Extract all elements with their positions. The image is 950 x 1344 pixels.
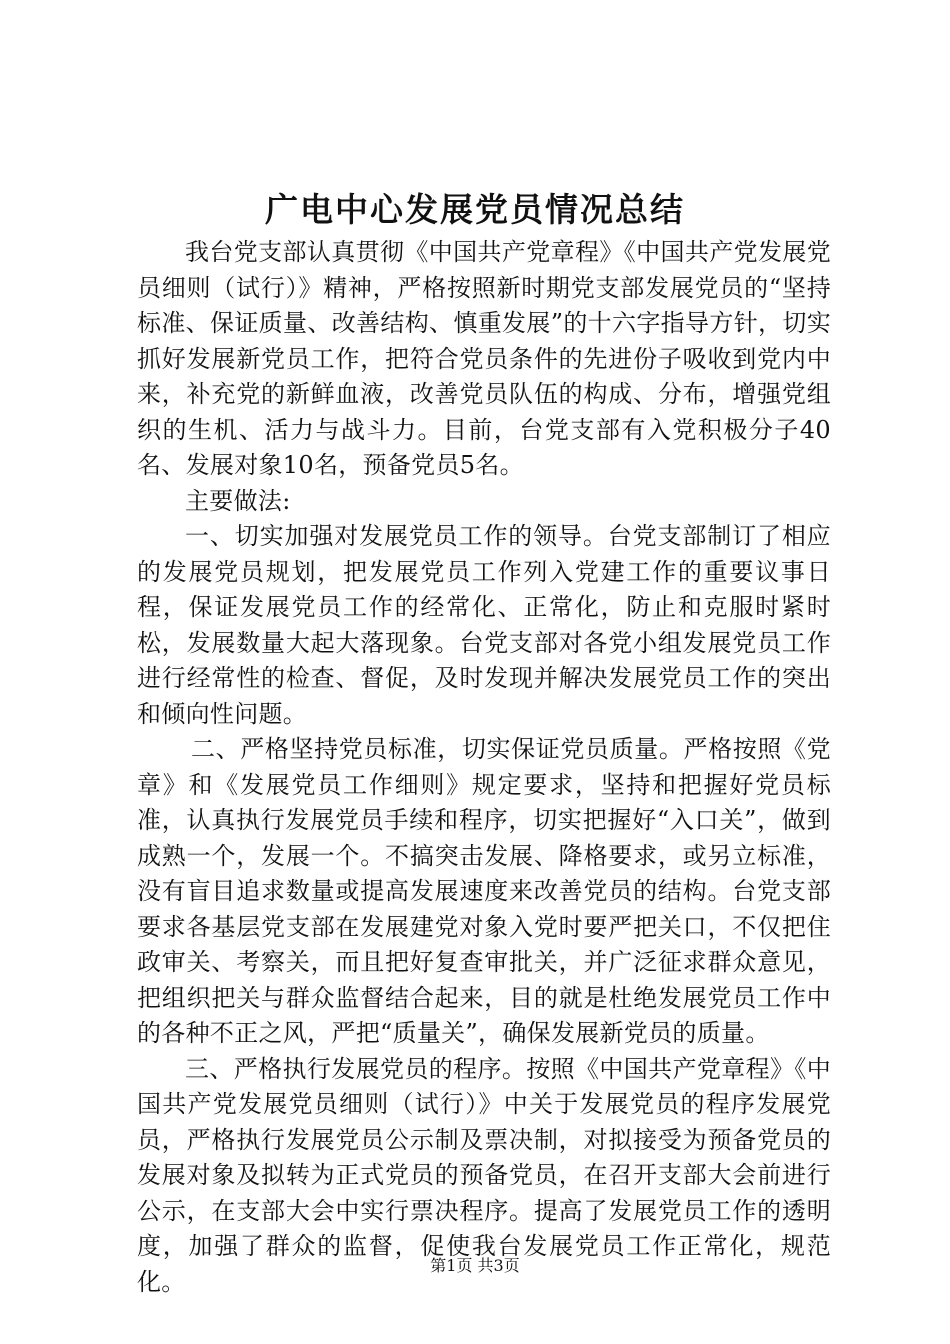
document-body [137, 235, 831, 1300]
methods-heading: 主要做法: [185, 486, 291, 515]
intro-paragraph: 我台党支部认真贯彻《中国共产党章程》《中国共产党发展党员细则（试行）》精神，严格按照新时期党支部发展党员的“坚持标准、保证质量、改善结构、慎重发展”的十六字指导方针，切实抓好发展新党员工作，把符合党员条件的先进份子吸收到党内中来，补充党的新鲜血液，改善党员队伍的构成、分布，增强党组织的生机、活力与战斗力。目前，台党支部有入党积极分子40名、发展对象10名，预备党员5名。 [137, 238, 831, 479]
page-number-footer: 第1页 共3页 [430, 1256, 520, 1275]
section-one-paragraph: 一、切实加强对发展党员工作的领导。台党支部制订了相应的发展党员规划，把发展党员工作列入党建工作的重要议事日程，保证发展党员工作的经常化、正常化，防止和克服时紧时松，发展数量大起大落现象。台党支部对各党小组发展党员工作进行经常性的检查、督促，及时发现并解决发展党员工作的突出和倾向性问题。 [137, 522, 831, 728]
section-three-paragraph: 三、严格执行发展党员的程序。按照《中国共产党章程》《中国共产党发展党员细则（试行）》中关于发展党员的程序发展党员，严格执行发展党员公示制及票决制，对拟接受为预备党员的发展对象及拟转为正式党员的预备党员，在召开支部大会前进行公示，在支部大会中实行票决程序。提高了发展党员工作的透明度，加强了群众的监督，促使我台发展党员工作正常化，规范化。 [137, 1054, 831, 1296]
document-title: 广电中心发展党员情况总结 [265, 190, 685, 229]
section-two-paragraph: 二、严格坚持党员标准，切实保证党员质量。严格按照《党章》和《发展党员工作细则》规定要求，坚持和把握好党员标准，认真执行发展党员手续和程序，切实把握好“入口关”，做到成熟一个，发展一个。不搞突击发展、降格要求，或另立标准，没有盲目追求数量或提高发展速度来改善党员的结构。台党支部要求各基层党支部在发展建党对象入党时要严把关口，不仅把住政审关、考察关，而且把好复查审批关，并广泛征求群众意见，把组织把关与群众监督结合起来，目的就是杜绝发展党员工作中的各种不正之风，严把“质量关”，确保发展新党员的质量。 [137, 735, 831, 1047]
